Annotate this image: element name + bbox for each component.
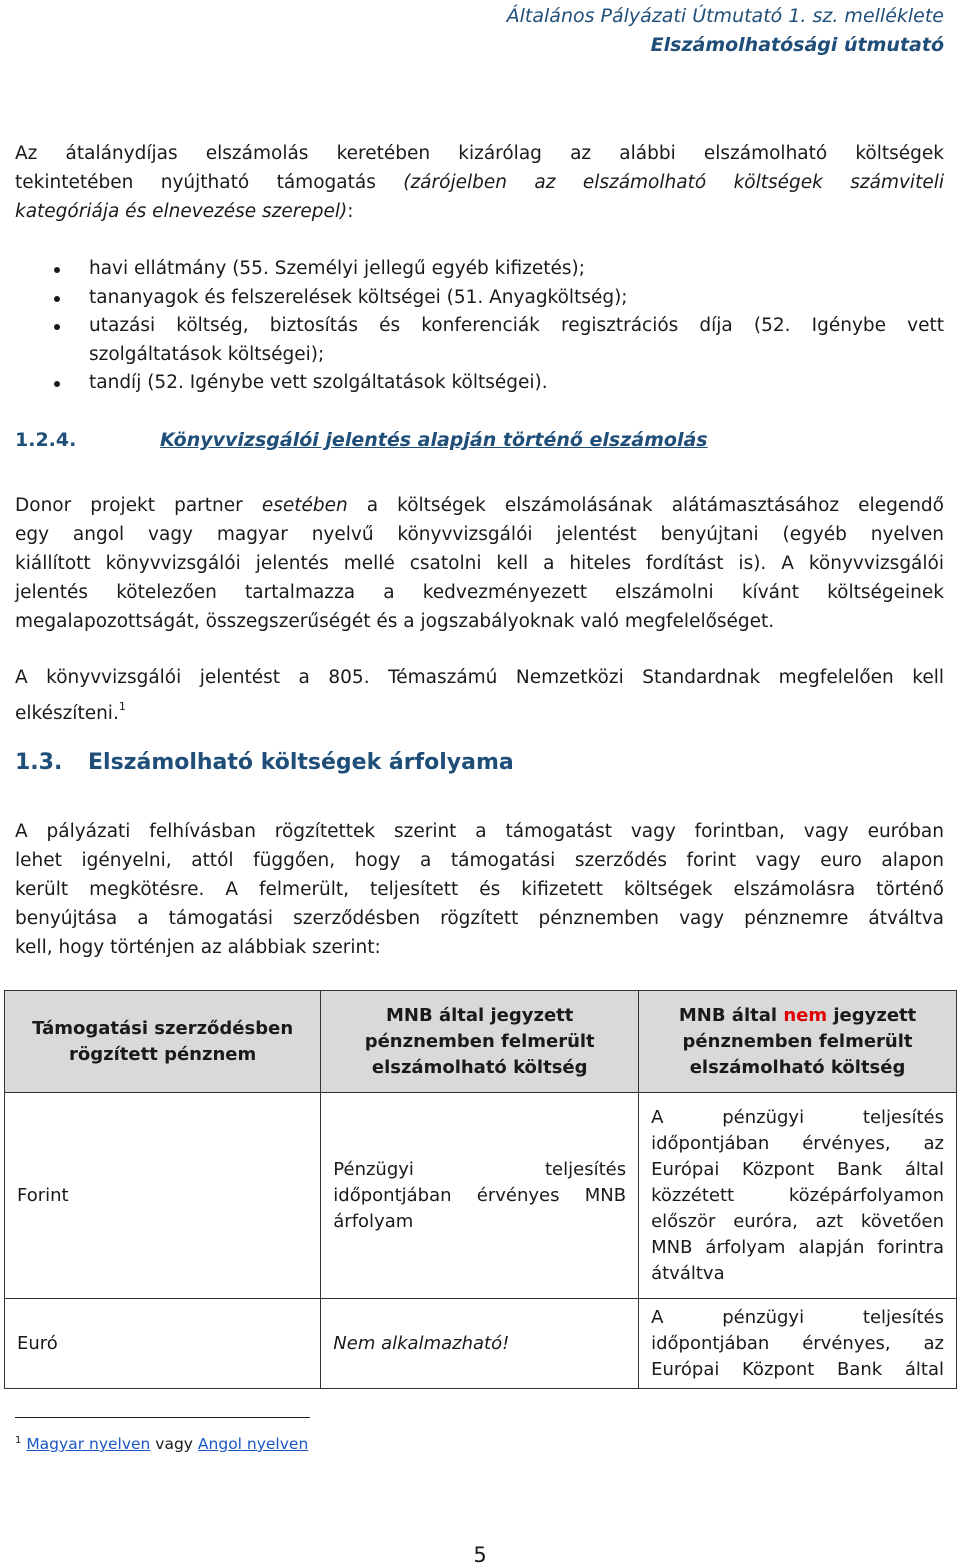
paragraph-line: egy angol vagy magyar nyelvű könyvvizsgálói jelentést benyújtani (egyéb nyelven [15,524,944,545]
page-number: 5 [473,1543,487,1567]
table-row [5,1093,957,1299]
section-number: 1.2.4. [15,429,77,451]
cell-currency: Euró [5,1299,321,1389]
list-item: tandíj (52. Igénybe vett szolgáltatások költségei). [46,369,944,398]
bullet-icon [54,324,60,330]
link-hungarian[interactable]: Magyar nyelven [26,1435,151,1453]
paragraph-line: kiállított könyvvizsgálói jelentés mellé csatolni kell a hiteles fordítást is). A könyvvizsgálói [15,553,944,574]
exchange-rate-paragraph [15,817,944,962]
header-guide-title: Elszámolhatósági útmutató [650,34,944,56]
donor-partner-paragraph [15,491,944,636]
paragraph-line: A pályázati felhívásban rögzítettek szerint a támogatást vagy forintban, vagy euróban [15,821,944,842]
paragraph-line: elkészíteni.$^1$ [15,700,126,724]
paragraph-line: A könyvvizsgálói jelentést a 805. Témaszámú Nemzetközi Standardnak megfelelően kell [15,667,944,688]
cell-mnb-rule: Pénzügyi teljesítés időpontjában érvényes MNB árfolyam [321,1093,639,1299]
cost-category-list [46,255,944,398]
cell-mnb-rule: Nem alkalmazható! [321,1299,639,1389]
cell-non-mnb-rule: A pénzügyi teljesítés időpontjában érvényes, az Európai Központ Bank által közzétett középárfolyamon először euróra, azt követően MNB árfolyam alapján forintra átváltva [639,1093,957,1299]
bullet-icon [54,296,60,302]
audit-standard-paragraph [15,663,944,728]
footnote-marker: 1 [15,1435,22,1446]
intro-line-1: Az átalánydíjas elszámolás keretében kizárólag az alábbi elszámolható költségek [15,143,944,164]
exchange-rate-table [4,990,957,1389]
footnote: $^1$ Magyar nyelven vagy Angol nyelven [15,1435,309,1453]
header-cell-mnb-quoted: MNB által jegyzett pénznemben felmerült elszámolható költség [321,991,639,1093]
intro-line-2: tekintetében nyújtható támogatás (zárójelben az elszámolható költségek számviteli [15,172,944,193]
section-number: 1.3. [15,750,63,775]
paragraph-line: került megkötésre. A felmerült, teljesített és kifizetett költségek elszámolásra történő [15,879,944,900]
table-row [5,1299,957,1389]
section-heading-1-3 [15,748,514,778]
header-annex-title: Általános Pályázati Útmutató 1. sz. melléklete [506,5,944,27]
bullet-icon [54,267,60,273]
section-title: Elszámolható költségek árfolyama [88,750,514,775]
section-heading-1-2-4 [15,426,708,454]
paragraph-line: jelentés kötelezően tartalmazza a kedvezményezett elszámolni kívánt költségeinek [15,582,944,603]
link-english[interactable]: Angol nyelven [197,1435,309,1453]
emphasis-not: nem [783,1004,828,1026]
section-title: Könyvvizsgálói jelentés alapján történő elszámolás [160,429,708,451]
footnote-reference[interactable]: 1 [118,700,126,713]
cell-non-mnb-rule: A pénzügyi teljesítés időpontjában érvényes, az Európai Központ Bank által [639,1299,957,1389]
intro-paragraph [15,139,944,226]
list-item: utazási költség, biztosítás és konferenciák regisztrációs díja (52. Igénybe vett szolgáltatások költségei); [46,312,944,369]
intro-line-3: kategóriája és elnevezése szerepel): [15,201,354,222]
bullet-icon [54,381,60,387]
cell-currency: Forint [5,1093,321,1299]
paragraph-line: benyújtása a támogatási szerződésben rögzített pénznemben vagy pénznemre átváltva [15,908,944,929]
paragraph-line: megalapozottságát, összegszerűségét és a jogszabályoknak való megfelelőséget. [15,611,775,632]
list-item: tananyagok és felszerelések költségei (51. Anyagköltség); [46,284,944,313]
header-cell-non-mnb-quoted: MNB által nem jegyzett pénznemben felmerült elszámolható költség [639,991,957,1093]
paragraph-line: lehet igényelni, attól függően, hogy a támogatási szerződés forint vagy euro alapon [15,850,944,871]
document-header [507,2,944,60]
header-cell-contract-currency: Támogatási szerződésben rögzített pénznem [5,991,321,1093]
table-header-row [5,991,957,1093]
footnote-separator [15,1417,310,1418]
list-item: havi ellátmány (55. Személyi jellegű egyéb kifizetés); [46,255,944,284]
paragraph-line: Donor projekt partner esetében a költségek elszámolásának alátámasztásához elegendő [15,495,944,516]
paragraph-line: kell, hogy történjen az alábbiak szerint: [15,937,381,958]
